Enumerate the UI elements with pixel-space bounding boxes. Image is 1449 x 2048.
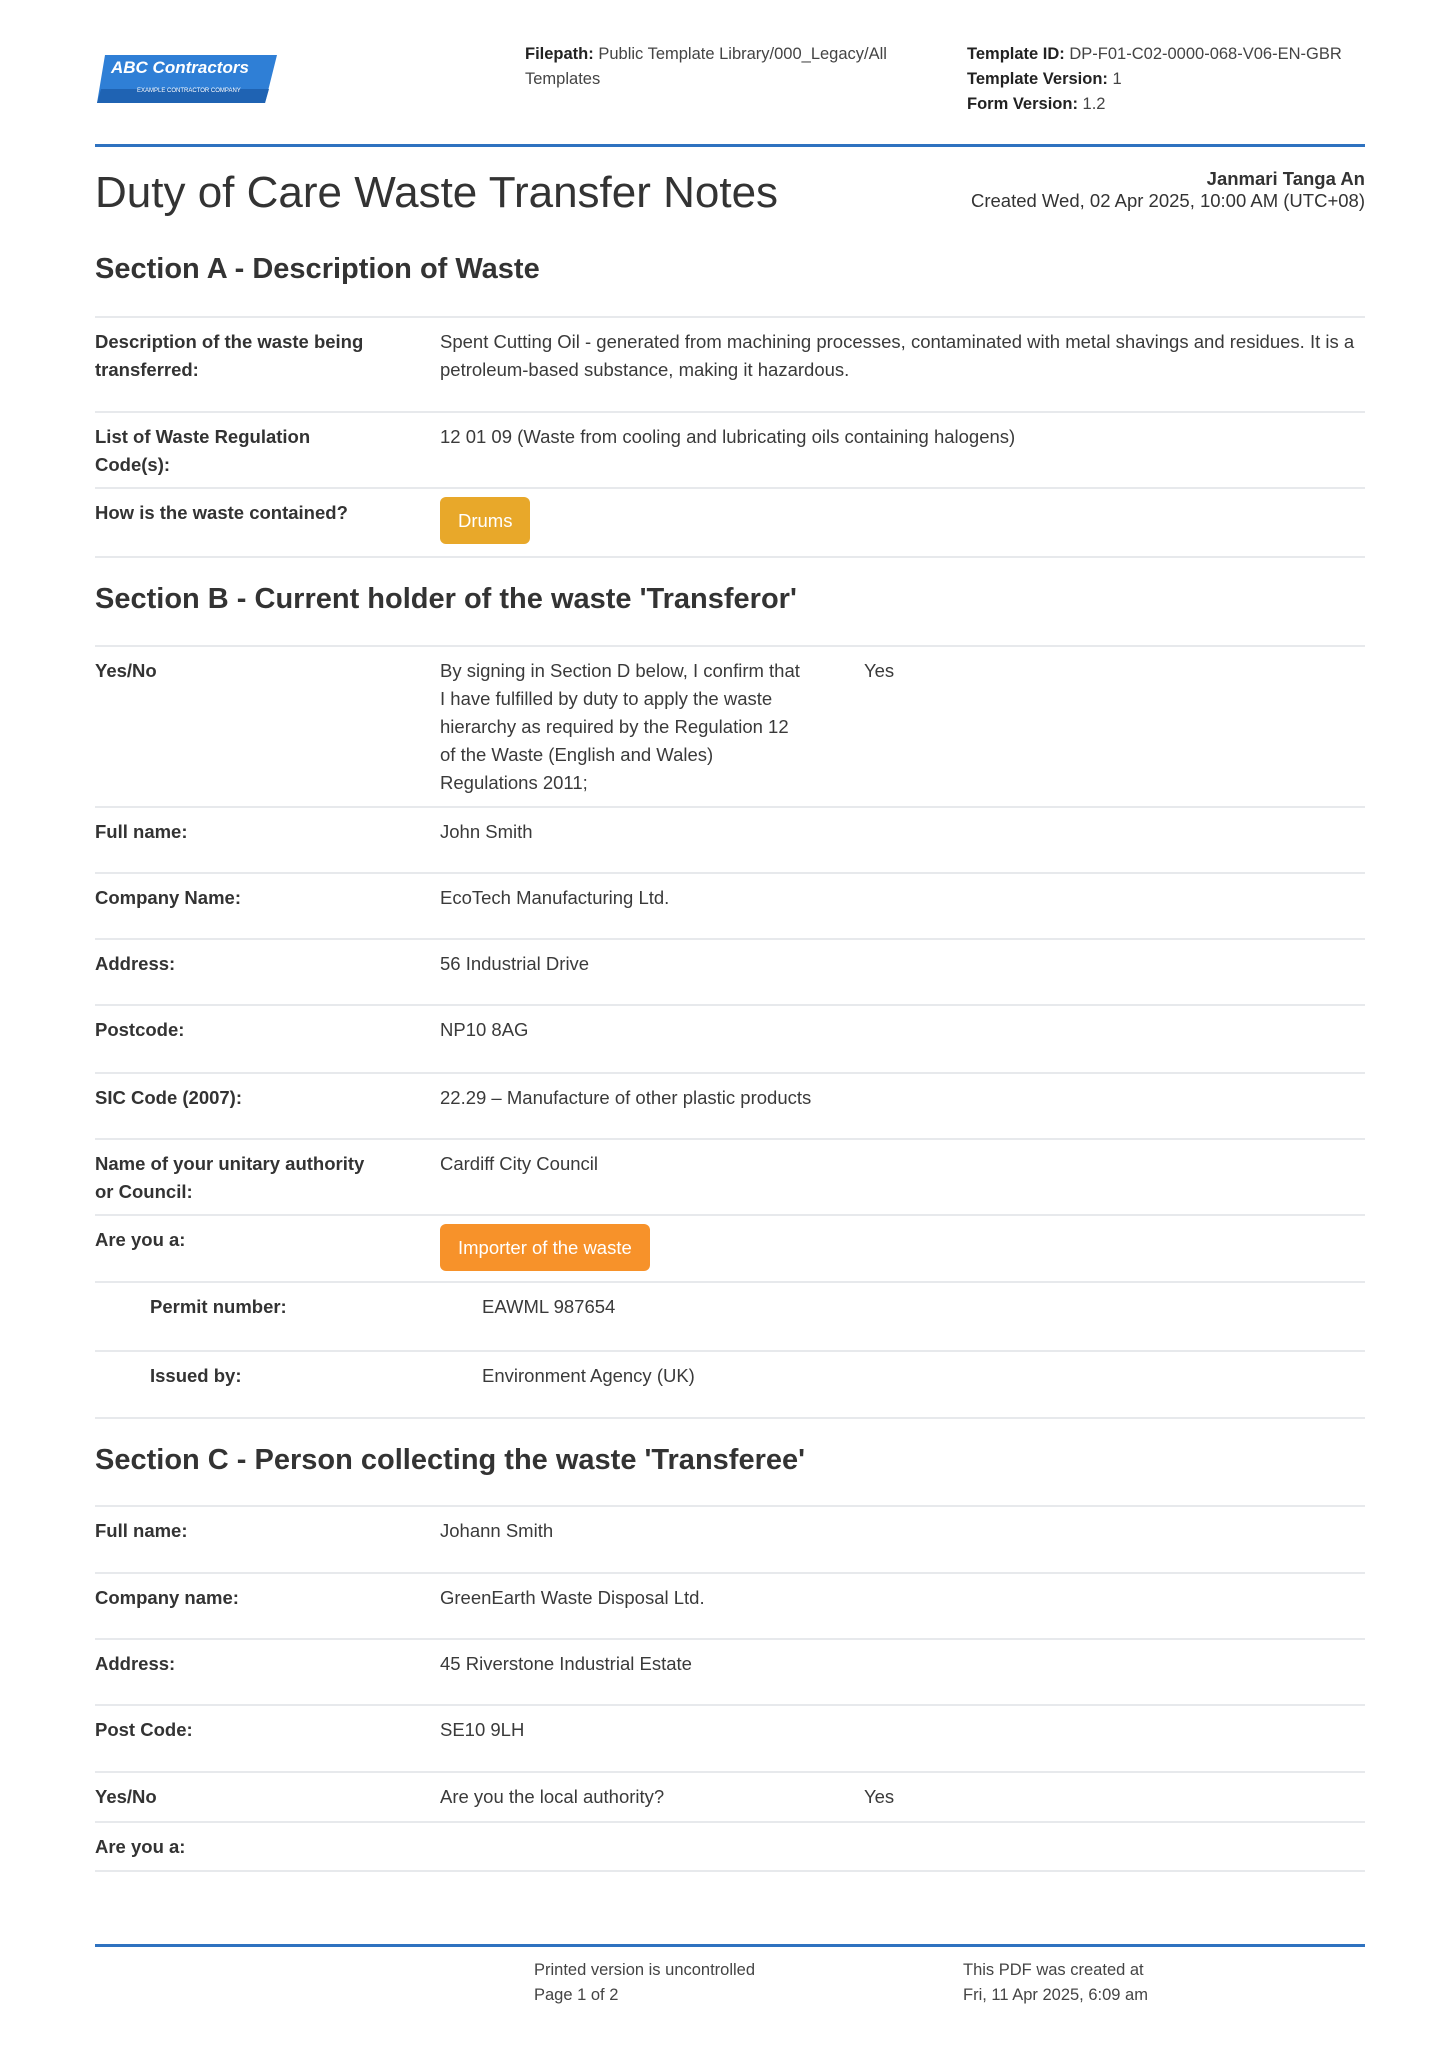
drums-badge: Drums: [440, 497, 530, 544]
header-divider: [95, 144, 1365, 147]
table-row: Description of the waste being transferred: Spent Cutting Oil - generated from machining processes, contaminated with metal shavings and residues. It is a petroleum-based substance, making it hazardous.: [95, 316, 1365, 411]
table-row: Permit number: EAWML 987654: [95, 1281, 1365, 1350]
table-row: Are you a:: [95, 1821, 1365, 1870]
logo-text: ABC Contractors: [111, 58, 249, 77]
table-row: Name of your unitary authority or Council: Cardiff City Council: [95, 1138, 1365, 1214]
divider: [95, 1870, 1365, 1872]
importer-badge: Importer of the waste: [440, 1224, 650, 1271]
divider: [95, 1417, 1365, 1419]
table-row: Postcode: NP10 8AG: [95, 1004, 1365, 1072]
section-b-heading: Section B - Current holder of the waste 'Transferor': [95, 583, 797, 615]
table-row: Post Code: SE10 9LH: [95, 1704, 1365, 1771]
company-logo: [97, 53, 277, 105]
filepath: Filepath: Public Template Library/000_Legacy/All Templates: [525, 45, 887, 88]
table-row: Address: 45 Riverstone Industrial Estate: [95, 1638, 1365, 1704]
footer-pdf-created: This PDF was created at Fri, 11 Apr 2025, 6:09 am: [963, 1961, 1148, 2004]
author-info: Janmari Tanga An Created Wed, 02 Apr 2025, 10:00 AM (UTC+08): [970, 168, 1365, 211]
section-a-heading: Section A - Description of Waste: [95, 253, 540, 285]
table-row: Full name: John Smith: [95, 806, 1365, 872]
table-row: How is the waste contained? Drums: [95, 487, 1365, 556]
table-row: SIC Code (2007): 22.29 – Manufacture of other plastic products: [95, 1072, 1365, 1138]
page-title: Duty of Care Waste Transfer Notes: [95, 168, 779, 217]
table-row: List of Waste Regulation Code(s): 12 01 09 (Waste from cooling and lubricating oils containing halogens): [95, 411, 1365, 487]
table-row: Address: 56 Industrial Drive: [95, 938, 1365, 1004]
table-row: Yes/No Are you the local authority? Yes: [95, 1771, 1365, 1821]
table-row: Are you a: Importer of the waste: [95, 1214, 1365, 1281]
template-info: Template ID: DP-F01-C02-0000-068-V06-EN-GBR Template Version: 1 Form Version: 1.2: [967, 45, 1342, 113]
table-row: Company Name: EcoTech Manufacturing Ltd.: [95, 872, 1365, 938]
table-row: Full name: Johann Smith: [95, 1505, 1365, 1572]
logo-subtext: EXAMPLE CONTRACTOR COMPANY: [137, 88, 241, 94]
table-row: Company name: GreenEarth Waste Disposal Ltd.: [95, 1572, 1365, 1638]
table-row: Issued by: Environment Agency (UK): [95, 1350, 1365, 1417]
table-row: Yes/No By signing in Section D below, I confirm that I have fulfilled by duty to apply the waste hierarchy as required by the Regulation 12 of the Waste (English and Wales) Regulations 2011; Yes: [95, 645, 1365, 806]
section-c-heading: Section C - Person collecting the waste 'Transferee': [95, 1444, 806, 1476]
footer-page-info: Printed version is uncontrolled Page 1 of 2: [534, 1961, 756, 2004]
divider: [95, 556, 1365, 558]
footer-divider: [95, 1944, 1365, 1947]
